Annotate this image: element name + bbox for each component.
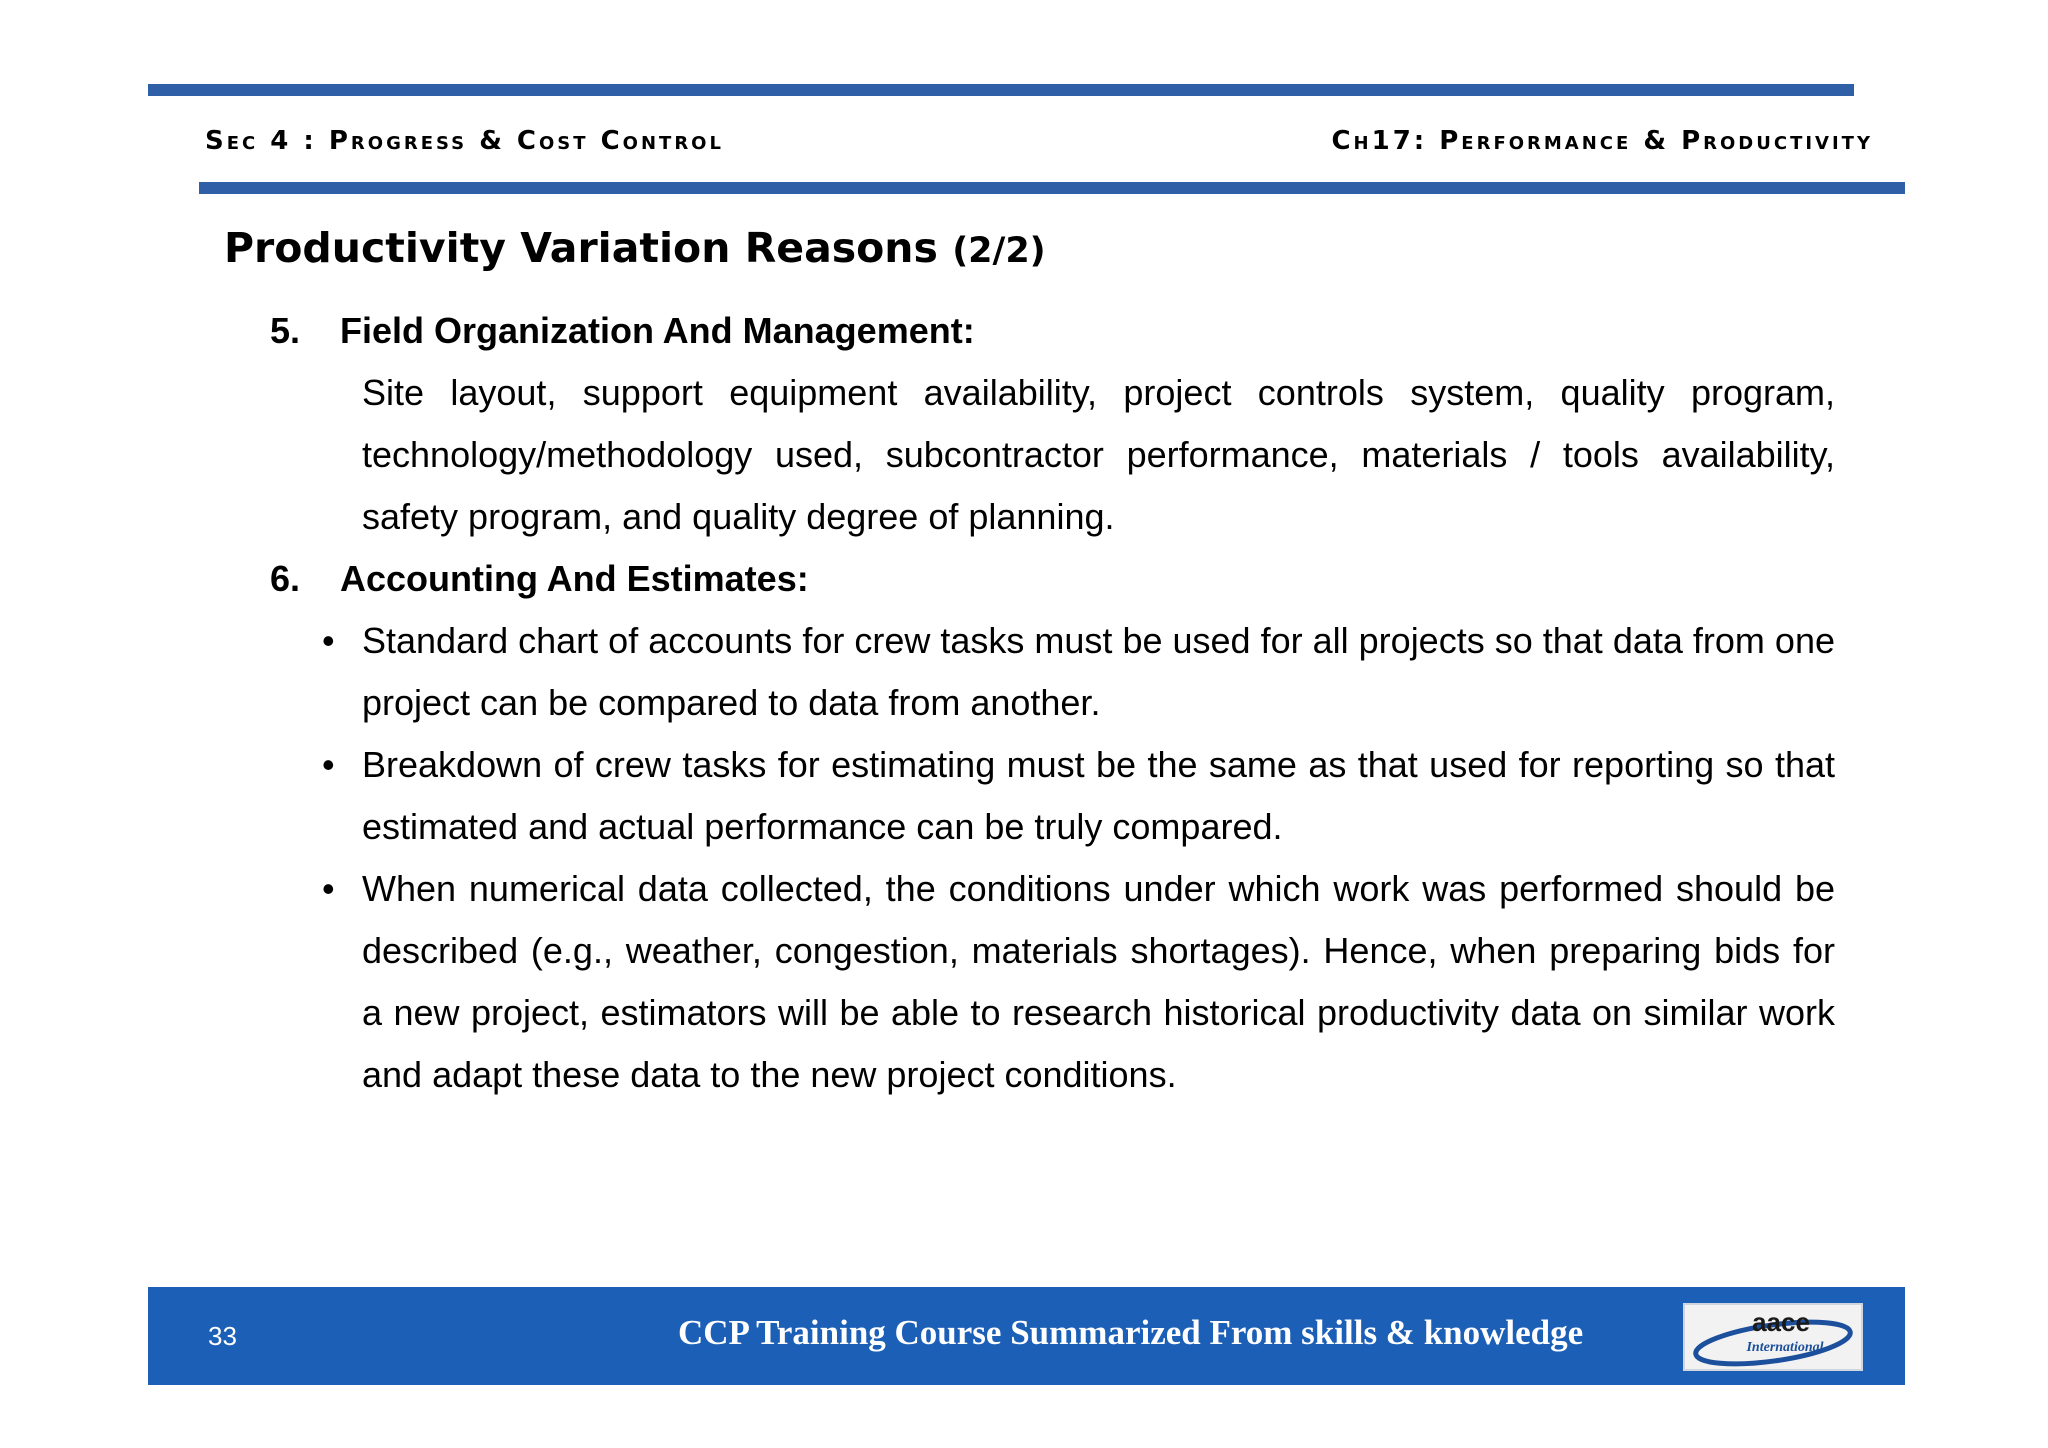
slide-title	[224, 224, 1046, 272]
aace-logo	[1683, 1303, 1863, 1371]
bullet-item	[322, 734, 1835, 858]
bullet-text: Breakdown of crew tasks for estimating must be the same as that used for reporting so that estimated and actual performance can be truly compared.	[362, 744, 1835, 847]
logo-subtext: International	[1746, 1340, 1824, 1355]
footer-bar	[148, 1287, 1905, 1385]
logo-text: aace	[1752, 1307, 1810, 1337]
bullet-text: When numerical data collected, the conditions under which work was performed should be described (e.g., weather, congestion, materials shortages). Hence, when preparing bids for a new project, estimators will be able to research historical productivity data on similar work and adapt these data to the new project conditions.	[362, 868, 1835, 1095]
header-bottom-rule	[199, 182, 1905, 194]
slide-content	[270, 300, 1835, 1106]
slide-title-part: (2/2)	[952, 231, 1046, 271]
item-number: 6.	[270, 558, 301, 599]
bullet-item	[322, 610, 1835, 734]
chapter-label: Ch17: Performance & Productivity	[1331, 126, 1873, 156]
footer-course-text: CCP Training Course Summarized From skills & knowledge	[678, 1313, 1584, 1352]
item-heading-text: Accounting And Estimates:	[340, 558, 809, 599]
item-paragraph: Site layout, support equipment availability, project controls system, quality program, technology/methodology used, subcontractor performance, materials / tools availability, safety program, and quality degree of planning.	[362, 372, 1835, 537]
item-heading	[270, 548, 1835, 610]
bullet-icon: •	[322, 744, 335, 785]
slide-title-text: Productivity Variation Reasons	[224, 224, 938, 272]
bullet-icon: •	[322, 620, 335, 661]
bullet-item	[322, 858, 1835, 1106]
bullet-text: Standard chart of accounts for crew tasks must be used for all projects so that data from one project can be compared to data from another.	[362, 620, 1835, 723]
item-heading	[270, 300, 1835, 362]
header-top-rule	[148, 84, 1854, 96]
section-label: Sec 4 : Progress & Cost Control	[205, 126, 724, 156]
aace-logo-icon	[1685, 1305, 1865, 1373]
bullet-icon: •	[322, 868, 335, 909]
page-number: 33	[208, 1321, 237, 1351]
item-number: 5.	[270, 310, 301, 351]
item-heading-text: Field Organization And Management:	[340, 310, 975, 351]
